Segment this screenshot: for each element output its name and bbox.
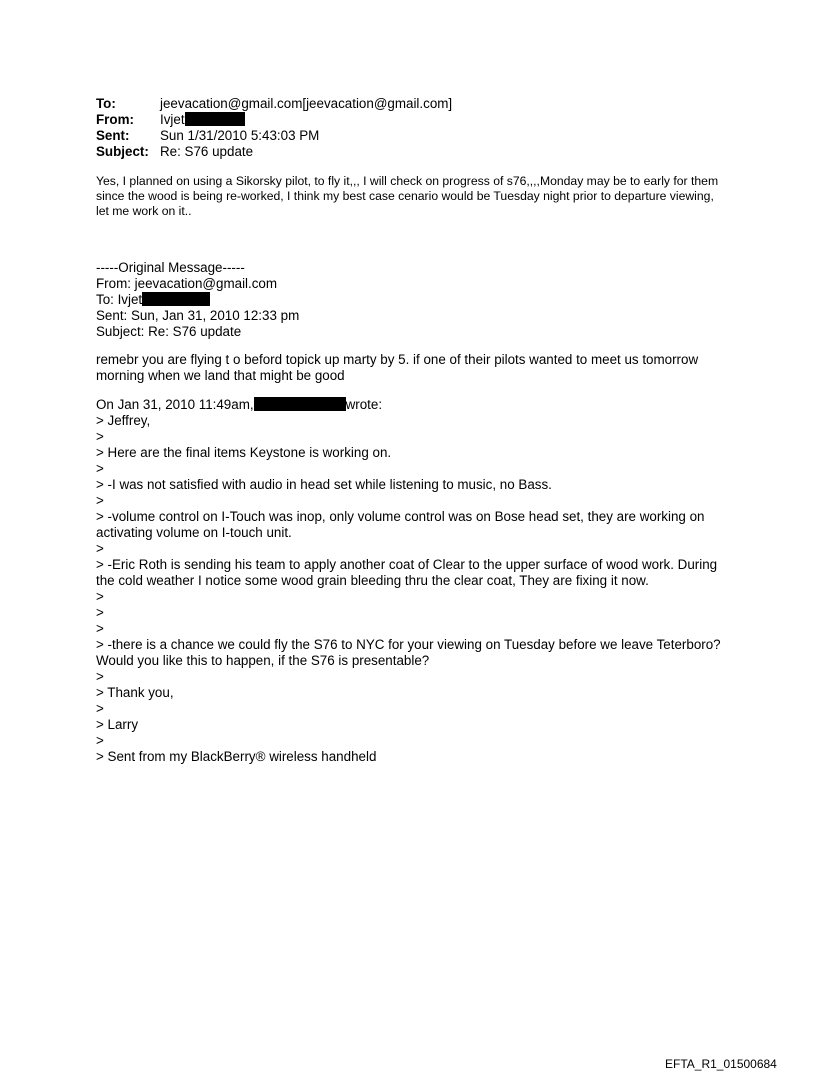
quote-line: > bbox=[96, 701, 104, 716]
quote-line: > Thank you, bbox=[96, 685, 174, 700]
from-label: From: bbox=[96, 112, 134, 127]
from-row bbox=[96, 112, 452, 128]
original-from: From: jeevacation@gmail.com bbox=[96, 276, 278, 291]
document-id: EFTA_R1_01500684 bbox=[665, 1057, 777, 1071]
from-value: Ivjet bbox=[160, 112, 185, 127]
redaction-box bbox=[185, 112, 245, 126]
quote-line: > bbox=[96, 493, 104, 508]
quote-line: > -I was not satisfied with audio in head set while listening to music, no Bass. bbox=[96, 477, 552, 492]
original-subject: Subject: Re: S76 update bbox=[96, 324, 242, 339]
quoted-message bbox=[96, 397, 726, 765]
quote-intro-prefix: On Jan 31, 2010 11:49am, bbox=[96, 397, 254, 412]
subject-label: Subject: bbox=[96, 144, 149, 159]
subject-value: Re: S76 update bbox=[160, 144, 254, 159]
original-sent: Sent: Sun, Jan 31, 2010 12:33 pm bbox=[96, 308, 300, 323]
quote-line: > bbox=[96, 461, 104, 476]
quote-line: > Here are the final items Keystone is working on. bbox=[96, 445, 392, 460]
quote-line: > Larry bbox=[96, 717, 139, 732]
from-value-wrap bbox=[160, 112, 245, 128]
to-row bbox=[96, 96, 452, 112]
quote-intro bbox=[96, 397, 726, 413]
quote-intro-suffix: wrote: bbox=[345, 397, 383, 412]
sent-label: Sent: bbox=[96, 128, 130, 143]
quote-line: > -volume control on I-Touch was inop, only volume control was on Bose head set, they are working on activating volume on I-touch unit. bbox=[96, 509, 705, 540]
original-to-row bbox=[96, 292, 726, 308]
quote-line: > bbox=[96, 589, 104, 604]
sent-value: Sun 1/31/2010 5:43:03 PM bbox=[160, 128, 320, 143]
original-to: To: Ivjet bbox=[96, 292, 143, 307]
reply-body: Yes, I planned on using a Sikorsky pilot, to fly it,,, I will check on progress of s76,,,,Monday may be to early for them since the wood is being re-worked, I think my best case cenario would be Tuesday night prior to departure viewing, let me work on it.. bbox=[96, 174, 719, 218]
quote-line: > bbox=[96, 733, 104, 748]
quote-line: > -there is a chance we could fly the S76 to NYC for your viewing on Tuesday before we leave Teterboro? Would you like this to happen, if the S76 is presentable? bbox=[96, 637, 721, 668]
sent-row bbox=[96, 128, 452, 144]
quote-line: > bbox=[96, 429, 104, 444]
message2-body: remebr you are flying t o beford topick up marty by 5. if one of their pilots wanted to meet us tomorrow morning when we land that might be good bbox=[96, 352, 699, 383]
to-label: To: bbox=[96, 96, 116, 111]
quote-line: > bbox=[96, 541, 104, 556]
quote-line: > bbox=[96, 605, 104, 620]
redaction-box bbox=[254, 397, 346, 411]
subject-row bbox=[96, 144, 452, 160]
quote-line: > bbox=[96, 669, 104, 684]
to-value: jeevacation@gmail.com[jeevacation@gmail.com] bbox=[160, 96, 453, 111]
quote-line: > bbox=[96, 621, 104, 636]
quote-line: > -Eric Roth is sending his team to apply another coat of Clear to the upper surface of wood work. During the cold weather I notice some wood grain bleeding thru the clear coat, They are fixing it now. bbox=[96, 557, 718, 588]
redaction-box bbox=[142, 292, 210, 306]
original-separator: -----Original Message----- bbox=[96, 260, 245, 275]
original-message-header bbox=[96, 260, 726, 340]
quote-line: > Jeffrey, bbox=[96, 413, 151, 428]
quote-line: > Sent from my BlackBerry® wireless handheld bbox=[96, 749, 377, 764]
email-header bbox=[96, 96, 452, 160]
